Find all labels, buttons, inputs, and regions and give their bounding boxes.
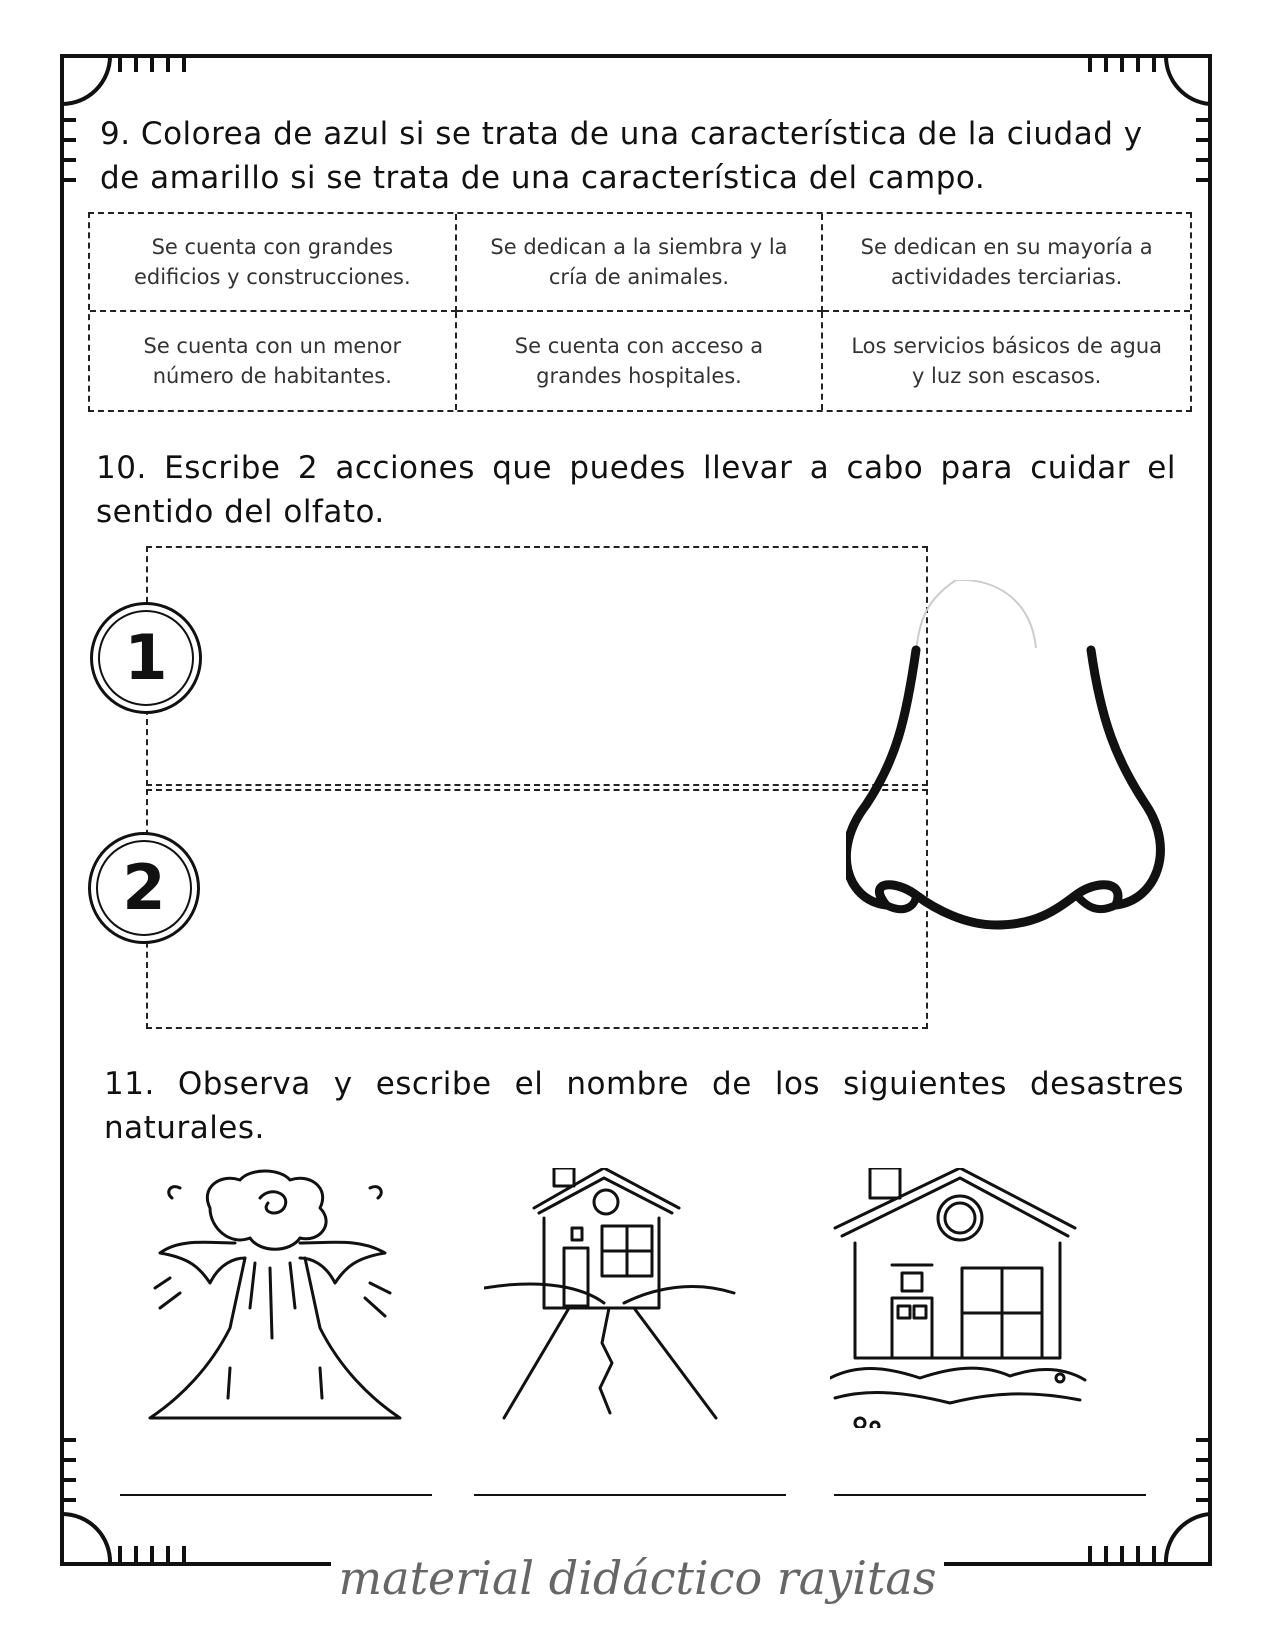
question-9-title: 9. Colorea de azul si se trata de una característica de la ciudad y de amarillo si se trata de una característica del campo. [100,116,1143,196]
characteristic-cell[interactable]: Los servicios básicos de agua y luz son escasos. [851,334,1162,388]
earthquake-house-icon [484,1168,744,1428]
question-11-title: 11. Observa y escribe el nombre de los siguientes desastres naturales. [104,1066,1184,1146]
number-label: 1 [124,621,168,694]
answer-line-3[interactable] [834,1494,1146,1496]
characteristic-cell[interactable]: Se dedican a la siembra y la cría de animales. [457,214,824,312]
answer-line-2[interactable] [474,1494,786,1496]
number-badge-1 [90,602,202,714]
characteristic-cell[interactable]: Se cuenta con un menor número de habitantes. [90,312,457,410]
characteristics-table [88,212,1192,412]
volcano-icon [140,1168,410,1428]
flood-house-icon [830,1168,1090,1428]
characteristic-cell[interactable]: Se dedican en su mayoría a actividades terciarias. [823,214,1190,312]
question-10-title: 10. Escribe 2 acciones que puedes llevar a cabo para cuidar el sentido del olfato. [96,450,1176,530]
answer-line-1[interactable] [120,1494,432,1496]
characteristic-cell[interactable]: Se cuenta con acceso a grandes hospitales. [457,312,824,410]
number-badge-2 [88,832,200,944]
answer-box-2[interactable] [146,789,928,1029]
footer-text: material didáctico rayitas [331,1551,945,1605]
number-label: 2 [122,851,166,924]
answer-box-1[interactable] [146,546,928,786]
footer-brand [0,1548,1275,1608]
characteristic-cell[interactable]: Se cuenta con grandes edificios y construcciones. [90,214,457,312]
nose-icon [846,580,1196,960]
